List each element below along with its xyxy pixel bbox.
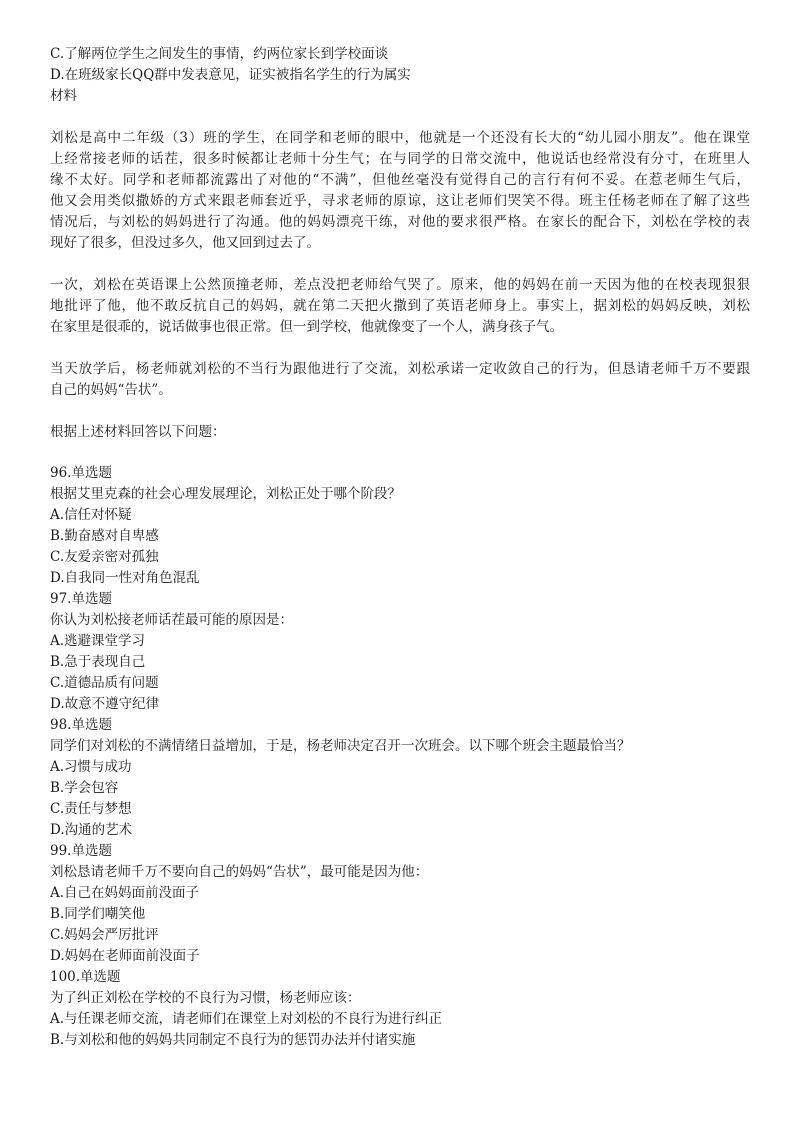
- question-100: [50, 967, 750, 1051]
- question-header: 100.单选题: [50, 969, 121, 985]
- document-content: [50, 44, 750, 1051]
- question-99: [50, 841, 750, 967]
- option-a: A.自己在妈妈面前没面子: [50, 885, 200, 901]
- option-c: C.道德品质有问题: [50, 675, 159, 691]
- question-stem: 刘松恳请老师千万不要向自己的妈妈“告状”，最可能是因为他：: [50, 864, 429, 880]
- paragraph-line: 刘松是高中二年级（3）班的学生，在同学和老师的眼中，他就是一个还没有长大的“幼儿园小朋友”。他在课堂: [50, 130, 750, 146]
- question-header: 99.单选题: [50, 843, 112, 859]
- option-b: B.与刘松和他的妈妈共同制定不良行为的惩罚办法并付诸实施: [50, 1032, 416, 1048]
- paragraph-line: 当天放学后，杨老师就刘松的不当行为跟他进行了交流，刘松承诺一定收敛自己的行为，但恳请老师千万不要跟: [50, 361, 750, 377]
- question-stem: 同学们对刘松的不满情绪日益增加，于是，杨老师决定召开一次班会。以下哪个班会主题最恰当？: [50, 738, 631, 754]
- instruction-text: 根据上述材料回答以下问题：: [50, 424, 226, 440]
- question-stem: 为了纠正刘松在学校的不良行为习惯，杨老师应该：: [50, 990, 361, 1006]
- option-d: D.沟通的艺术: [50, 822, 133, 838]
- option-c: C.友爱亲密对孤独: [50, 549, 159, 565]
- question-96: [50, 463, 750, 589]
- option-a: A.习惯与成功: [50, 759, 132, 775]
- paragraph-line: 一次，刘松在英语课上公然顶撞老师，差点没把老师给气哭了。原来，他的妈妈在前一天因为他的在校表现狠狠: [50, 277, 750, 293]
- paragraph-line: 自己的妈妈“告状”。: [50, 382, 172, 398]
- paragraph-line: 上经常接老师的话茬，很多时候都让老师十分生气；在与同学的日常交流中，他说话也经常没有分寸，在班里人: [50, 151, 750, 167]
- question-header: 97.单选题: [50, 591, 112, 607]
- option-b: B.勤奋感对自卑感: [50, 528, 159, 544]
- paragraph-line: 在家里是很乖的，说话做事也很正常。但一到学校，他就像变了一个人，满身孩子气。: [50, 319, 563, 335]
- option-a: A.逃避课堂学习: [50, 633, 146, 649]
- option-b: B.学会包容: [50, 780, 119, 796]
- material-label: 材料: [50, 88, 77, 104]
- option-d: D.妈妈在老师面前没面子: [50, 948, 200, 964]
- option-c: C.责任与梦想: [50, 801, 132, 817]
- question-stem: 根据艾里克森的社会心理发展理论，刘松正处于哪个阶段？: [50, 486, 401, 502]
- option-b: B.同学们嘲笑他: [50, 906, 146, 922]
- prev-option-c: C.了解两位学生之间发生的事情，约两位家长到学校面谈: [50, 46, 389, 62]
- option-d: D.自我同一性对角色混乱: [50, 570, 200, 586]
- paragraph-1: [50, 128, 750, 254]
- question-header: 96.单选题: [50, 465, 112, 481]
- paragraph-line: 缘不太好。同学和老师都流露出了对他的“不满”，但他丝毫没有觉得自己的言行有何不妥。在惹老师生气后，: [50, 172, 750, 188]
- paragraph-line: 现好了很多，但没过多久，他又回到过去了。: [50, 235, 320, 251]
- question-98: [50, 715, 750, 841]
- option-a: A.信任对怀疑: [50, 507, 132, 523]
- question-header: 98.单选题: [50, 717, 112, 733]
- question-stem: 你认为刘松接老师话茬最可能的原因是：: [50, 612, 293, 628]
- prev-option-d: D.在班级家长QQ群中发表意见，证实被指名学生的行为属实: [50, 67, 411, 83]
- paragraph-line: 他又会用类似撒娇的方式来跟老师套近乎，寻求老师的原谅，这让老师们哭笑不得。班主任杨老师在了解了这些: [50, 193, 750, 209]
- paragraph-line: 地批评了他，他不敢反抗自己的妈妈，就在第二天把火撒到了英语老师身上。事实上，据刘松的妈妈反映，刘松: [50, 298, 750, 314]
- option-b: B.急于表现自己: [50, 654, 146, 670]
- option-d: D.故意不遵守纪律: [50, 696, 160, 712]
- paragraph-3: [50, 359, 750, 401]
- paragraph-2: [50, 275, 750, 338]
- paragraph-line: 情况后，与刘松的妈妈进行了沟通。他的妈妈漂亮干练，对他的要求很严格。在家长的配合下，刘松在学校的表: [50, 214, 750, 230]
- option-c: C.妈妈会严厉批评: [50, 927, 159, 943]
- option-a: A.与任课老师交流，请老师们在课堂上对刘松的不良行为进行纠正: [50, 1011, 443, 1027]
- question-97: [50, 589, 750, 715]
